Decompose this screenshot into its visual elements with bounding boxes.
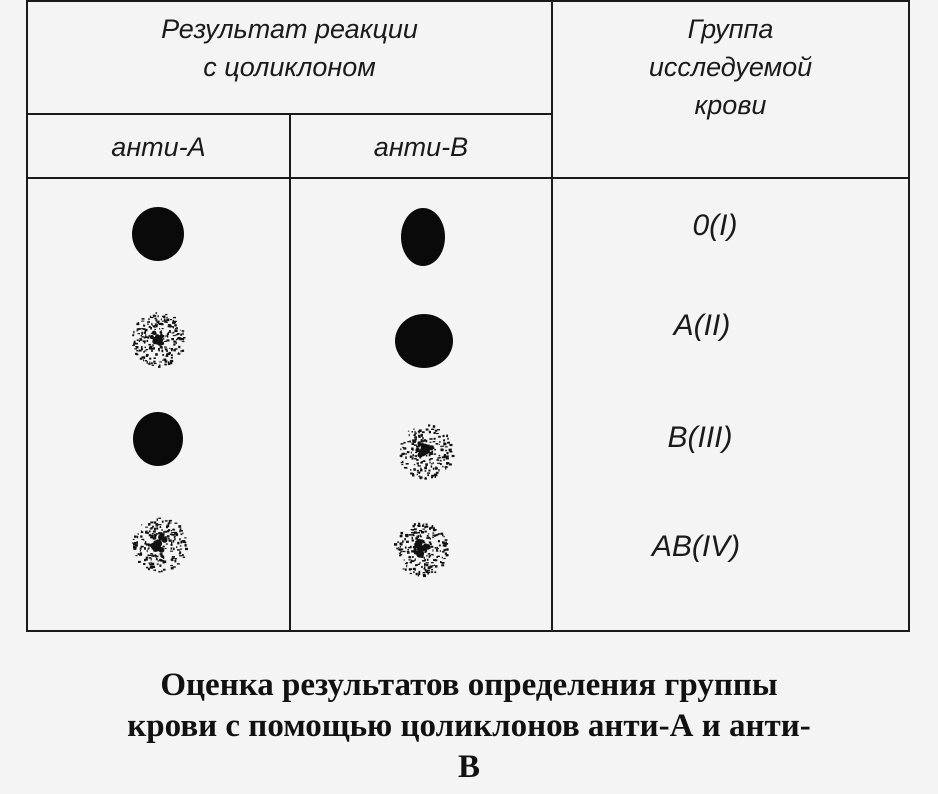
figure-caption [0, 665, 938, 788]
blood-group-row3: B(III) [667, 421, 733, 454]
header-anti-b: анти-В [373, 132, 469, 162]
blood-group-row1: 0(I) [692, 209, 738, 242]
result-spot-row2-anti-b [391, 311, 457, 371]
header-group-line1: Группа [687, 14, 774, 44]
agglutination-spot-row4-anti-a [126, 511, 192, 577]
header-group-line2: исследуемой [648, 52, 813, 82]
result-spot-row1-anti-a [128, 204, 188, 264]
header-blood-group [553, 10, 908, 124]
header-bottom-divider [26, 177, 910, 179]
blood-group-row4: AB(IV) [651, 530, 741, 563]
blood-group-row2: A(II) [673, 309, 731, 342]
header-reaction-line2: с цоликлоном [203, 52, 376, 82]
agglutination-spot-row2-anti-a [125, 306, 191, 372]
header-anti-a: анти-А [111, 132, 206, 162]
header-group-line3: крови [694, 90, 767, 120]
header-reaction-line1: Результат реакции [161, 14, 418, 44]
column-divider-anti-a-anti-b [289, 113, 291, 632]
caption-line3: В [457, 749, 480, 785]
header-reaction-result [28, 10, 551, 86]
agglutination-spot-row4-anti-b [387, 516, 453, 582]
caption-line1: Оценка результатов определения группы [160, 667, 778, 703]
result-spot-row1-anti-b [393, 205, 453, 269]
result-spot-row3-anti-a [129, 409, 189, 469]
caption-line2: крови с помощью цоликлонов анти-А и анти- [127, 708, 811, 744]
agglutination-spot-row3-anti-b [392, 418, 458, 484]
